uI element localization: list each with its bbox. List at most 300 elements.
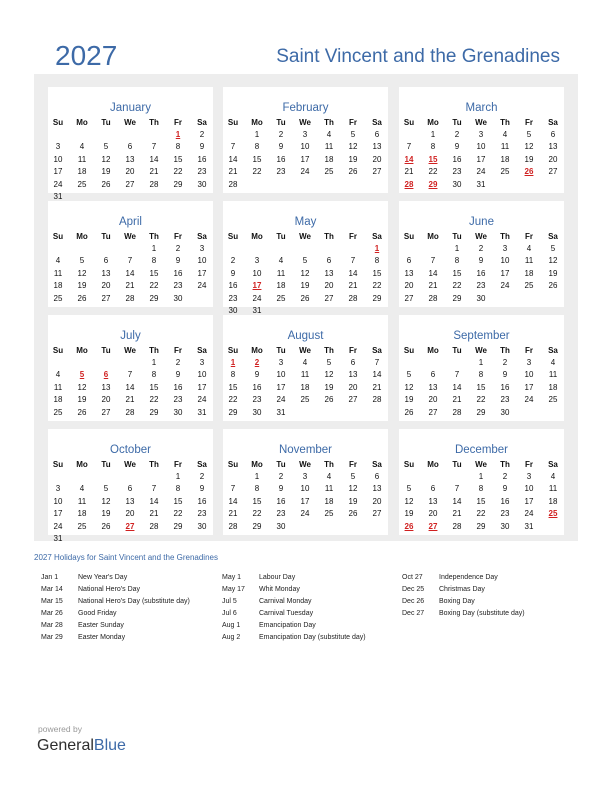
month-march — [399, 87, 564, 193]
day-cell: 28 — [125, 407, 135, 417]
day-cell: 12 — [548, 256, 558, 266]
day-cell: 6 — [406, 256, 412, 266]
day-cell: 20 — [428, 509, 438, 519]
day-cell: 2 — [175, 244, 181, 253]
holiday-day: 26 — [404, 521, 414, 531]
day-cell: 30 — [500, 521, 510, 531]
day-cell: 19 — [524, 154, 534, 164]
day-cell: 9 — [254, 370, 260, 380]
day-cell: 7 — [374, 358, 380, 367]
weekday-header: Tu — [452, 346, 462, 355]
weekday-header: Th — [324, 232, 334, 241]
day-cell: 3 — [502, 244, 508, 253]
day-cell: 15 — [173, 496, 183, 506]
day-cell: 18 — [524, 268, 534, 278]
day-cell: 26 — [348, 167, 358, 177]
weekday-header: Sa — [197, 346, 207, 355]
day-cell: 14 — [452, 496, 462, 506]
day-cell: 23 — [276, 509, 286, 519]
day-cell: 30 — [197, 521, 207, 531]
day-cell: 24 — [197, 395, 207, 405]
day-cell: 23 — [500, 395, 510, 405]
day-cell: 19 — [300, 281, 310, 291]
day-cell: 29 — [372, 293, 382, 303]
day-cell: 29 — [228, 407, 238, 417]
day-cell: 12 — [348, 484, 358, 494]
month-september — [399, 315, 564, 421]
day-cell: 20 — [372, 496, 382, 506]
holiday-date: Jan 1 — [41, 574, 59, 581]
weekday-header: Su — [227, 346, 239, 355]
day-cell: 16 — [197, 496, 207, 506]
day-cell: 18 — [276, 281, 286, 291]
day-cell: 15 — [149, 382, 159, 392]
day-cell: 25 — [500, 167, 510, 177]
day-cell: 2 — [199, 472, 205, 481]
month-title: October — [110, 444, 151, 456]
weekday-header: Sa — [548, 232, 558, 241]
day-cell: 1 — [254, 130, 260, 139]
day-cell: 26 — [77, 407, 87, 417]
day-cell: 23 — [500, 509, 510, 519]
weekday-header: Tu — [452, 118, 462, 127]
day-cell: 9 — [175, 370, 181, 380]
holiday-date: Mar 28 — [41, 622, 63, 629]
day-cell: 14 — [372, 370, 382, 380]
day-cell: 5 — [406, 484, 412, 494]
month-title: June — [469, 216, 494, 228]
day-cell: 5 — [350, 130, 356, 139]
day-cell: 3 — [55, 142, 61, 152]
day-cell: 30 — [476, 293, 486, 303]
day-cell: 13 — [101, 268, 111, 278]
month-november — [223, 429, 388, 535]
day-cell: 21 — [125, 395, 135, 405]
day-cell: 16 — [500, 496, 510, 506]
day-cell: 1 — [454, 244, 460, 253]
weekday-header: Sa — [372, 346, 382, 355]
day-cell: 13 — [125, 496, 135, 506]
day-cell: 22 — [228, 395, 238, 405]
day-cell: 11 — [324, 484, 334, 494]
day-cell: 11 — [548, 370, 558, 380]
day-cell: 5 — [79, 256, 85, 266]
day-cell: 29 — [476, 521, 486, 531]
day-cell: 13 — [548, 142, 558, 152]
day-cell: 15 — [149, 268, 159, 278]
day-cell: 5 — [550, 244, 556, 253]
day-cell: 7 — [430, 256, 436, 266]
holiday-day: 1 — [175, 130, 181, 139]
day-cell: 5 — [406, 370, 412, 380]
day-cell: 10 — [53, 154, 63, 164]
month-title: August — [287, 330, 324, 342]
day-cell: 30 — [197, 179, 207, 189]
day-cell: 8 — [254, 142, 260, 152]
day-cell: 17 — [197, 268, 207, 278]
day-cell: 2 — [199, 130, 205, 139]
day-cell: 6 — [430, 370, 436, 380]
month-title: March — [465, 102, 498, 114]
holiday-name: Boxing Day — [439, 598, 475, 605]
day-cell: 21 — [149, 509, 159, 519]
day-cell: 10 — [276, 370, 286, 380]
day-cell: 18 — [53, 281, 63, 291]
day-cell: 7 — [350, 256, 356, 266]
weekday-header: Sa — [548, 118, 558, 127]
month-january — [48, 87, 213, 201]
holiday-name: Carnival Monday — [259, 598, 312, 605]
day-cell: 23 — [197, 167, 207, 177]
day-cell: 30 — [252, 407, 262, 417]
weekday-header: Fr — [525, 460, 533, 469]
weekday-header: Su — [52, 460, 64, 469]
holiday-name: Easter Monday — [78, 634, 126, 641]
weekday-header: Su — [403, 460, 415, 469]
day-cell: 9 — [278, 142, 284, 152]
weekday-header: We — [299, 346, 311, 355]
day-cell: 12 — [101, 154, 111, 164]
day-cell: 10 — [524, 484, 534, 494]
day-cell: 23 — [252, 395, 262, 405]
day-cell: 12 — [101, 496, 111, 506]
day-cell: 2 — [454, 130, 460, 139]
holiday-day: 28 — [404, 179, 414, 189]
day-cell: 13 — [101, 382, 111, 392]
day-cell: 8 — [151, 256, 157, 266]
weekday-header: We — [124, 118, 136, 127]
day-cell: 12 — [404, 496, 414, 506]
weekday-header: Sa — [197, 232, 207, 241]
weekday-header: Fr — [525, 232, 533, 241]
day-cell: 20 — [125, 167, 135, 177]
day-cell: 16 — [252, 382, 262, 392]
day-cell: 23 — [197, 509, 207, 519]
day-cell: 13 — [324, 268, 334, 278]
month-title: January — [110, 102, 151, 114]
day-cell: 4 — [326, 130, 332, 139]
day-cell: 11 — [524, 256, 534, 266]
weekday-header: Th — [149, 460, 159, 469]
day-cell: 28 — [452, 521, 462, 531]
day-cell: 22 — [252, 509, 262, 519]
month-title: September — [453, 330, 510, 342]
month-august — [223, 315, 388, 421]
weekday-header: Fr — [349, 346, 357, 355]
day-cell: 22 — [252, 167, 262, 177]
month-october — [48, 429, 213, 543]
day-cell: 23 — [476, 281, 486, 291]
day-cell: 26 — [101, 521, 111, 531]
weekday-header: Su — [227, 460, 239, 469]
weekday-header: Tu — [276, 118, 286, 127]
day-cell: 8 — [151, 370, 157, 380]
day-cell: 12 — [77, 382, 87, 392]
day-cell: 16 — [276, 496, 286, 506]
day-cell: 20 — [324, 281, 334, 291]
day-cell: 31 — [524, 521, 534, 531]
day-cell: 16 — [173, 268, 183, 278]
day-cell: 6 — [326, 256, 332, 266]
holiday-name: National Hero's Day (substitute day) — [78, 598, 190, 605]
day-cell: 28 — [452, 407, 462, 417]
weekday-header: Tu — [101, 118, 111, 127]
month-title: April — [118, 216, 142, 228]
day-cell: 24 — [300, 167, 310, 177]
day-cell: 28 — [228, 521, 238, 531]
weekday-header: Mo — [427, 460, 439, 469]
day-cell: 15 — [372, 268, 382, 278]
weekday-header: Th — [500, 460, 510, 469]
day-cell: 26 — [77, 293, 87, 303]
weekday-header: Tu — [101, 346, 111, 355]
day-cell: 21 — [428, 281, 438, 291]
day-cell: 6 — [350, 358, 356, 367]
day-cell: 12 — [300, 268, 310, 278]
weekday-header: Mo — [251, 118, 263, 127]
weekday-header: We — [299, 460, 311, 469]
day-cell: 9 — [502, 484, 508, 494]
day-cell: 20 — [548, 154, 558, 164]
day-cell: 30 — [276, 521, 286, 531]
day-cell: 10 — [252, 268, 262, 278]
day-cell: 27 — [324, 293, 334, 303]
weekday-header: We — [475, 346, 487, 355]
day-cell: 30 — [173, 293, 183, 303]
day-cell: 19 — [324, 382, 334, 392]
month-december — [399, 429, 564, 535]
month-may — [223, 201, 388, 315]
day-cell: 18 — [548, 382, 558, 392]
day-cell: 15 — [173, 154, 183, 164]
holiday-date: Mar 26 — [41, 610, 63, 617]
day-cell: 22 — [173, 509, 183, 519]
holiday-day: 17 — [252, 281, 262, 291]
weekday-header: Sa — [372, 118, 382, 127]
day-cell: 9 — [454, 142, 460, 152]
month-february — [223, 87, 388, 193]
day-cell: 5 — [326, 358, 332, 367]
day-cell: 21 — [372, 382, 382, 392]
day-cell: 21 — [125, 281, 135, 291]
day-cell: 19 — [348, 496, 358, 506]
weekday-header: Th — [149, 346, 159, 355]
holiday-name: Independence Day — [439, 574, 498, 581]
day-cell: 31 — [252, 306, 262, 315]
day-cell: 2 — [478, 244, 484, 253]
day-cell: 17 — [524, 382, 534, 392]
day-cell: 22 — [173, 167, 183, 177]
day-cell: 25 — [300, 395, 310, 405]
day-cell: 14 — [149, 496, 159, 506]
day-cell: 12 — [524, 142, 534, 152]
weekday-header: Tu — [452, 232, 462, 241]
weekday-header: Fr — [174, 346, 182, 355]
day-cell: 9 — [502, 370, 508, 380]
day-cell: 19 — [77, 281, 87, 291]
day-cell: 22 — [372, 281, 382, 291]
holiday-date: May 1 — [222, 574, 242, 581]
holiday-name: Whit Monday — [259, 586, 300, 593]
day-cell: 27 — [125, 179, 135, 189]
day-cell: 26 — [404, 407, 414, 417]
day-cell: 28 — [125, 293, 135, 303]
weekday-header: Th — [149, 118, 159, 127]
day-cell: 22 — [476, 395, 486, 405]
day-cell: 8 — [374, 256, 380, 266]
holiday-date: Mar 15 — [41, 598, 63, 605]
day-cell: 13 — [348, 370, 358, 380]
holiday-date: Dec 26 — [402, 598, 425, 605]
day-cell: 2 — [502, 472, 508, 481]
day-cell: 11 — [324, 142, 334, 152]
day-cell: 9 — [199, 142, 205, 152]
weekday-header: Mo — [76, 460, 88, 469]
day-cell: 9 — [175, 256, 181, 266]
day-cell: 13 — [372, 142, 382, 152]
day-cell: 11 — [548, 484, 558, 494]
holiday-date: Dec 27 — [402, 610, 425, 617]
weekday-header: Su — [52, 346, 64, 355]
day-cell: 27 — [548, 167, 558, 177]
day-cell: 14 — [348, 268, 358, 278]
day-cell: 16 — [500, 382, 510, 392]
holiday-day: 25 — [548, 509, 558, 519]
weekday-header: Mo — [76, 118, 88, 127]
weekday-header: Th — [500, 118, 510, 127]
day-cell: 4 — [302, 358, 308, 367]
day-cell: 11 — [300, 370, 310, 380]
weekday-header: Th — [324, 460, 334, 469]
day-cell: 21 — [348, 281, 358, 291]
day-cell: 25 — [324, 509, 334, 519]
day-cell: 17 — [197, 382, 207, 392]
day-cell: 27 — [372, 167, 382, 177]
day-cell: 25 — [524, 281, 534, 291]
day-cell: 29 — [149, 293, 159, 303]
weekday-header: Su — [403, 232, 415, 241]
weekday-header: Th — [500, 346, 510, 355]
holiday-day: 15 — [428, 154, 438, 164]
holiday-day: 27 — [125, 521, 135, 531]
day-cell: 1 — [151, 358, 157, 367]
day-cell: 16 — [197, 154, 207, 164]
day-cell: 14 — [228, 496, 238, 506]
weekday-header: Sa — [548, 346, 558, 355]
day-cell: 1 — [175, 472, 181, 481]
day-cell: 13 — [428, 382, 438, 392]
weekday-header: Tu — [276, 346, 286, 355]
weekday-header: Fr — [349, 232, 357, 241]
weekday-header: We — [124, 460, 136, 469]
holiday-name: Labour Day — [259, 574, 296, 581]
day-cell: 24 — [53, 179, 63, 189]
day-cell: 29 — [252, 521, 262, 531]
day-cell: 10 — [476, 142, 486, 152]
day-cell: 19 — [548, 268, 558, 278]
weekday-header: Mo — [251, 232, 263, 241]
day-cell: 22 — [452, 281, 462, 291]
weekday-header: Su — [52, 118, 64, 127]
day-cell: 10 — [500, 256, 510, 266]
weekday-header: Tu — [101, 232, 111, 241]
day-cell: 20 — [428, 395, 438, 405]
day-cell: 4 — [326, 472, 332, 481]
weekday-header: Mo — [427, 118, 439, 127]
day-cell: 25 — [324, 167, 334, 177]
day-cell: 24 — [300, 509, 310, 519]
holiday-date: Oct 27 — [402, 574, 423, 581]
day-cell: 11 — [276, 268, 286, 278]
day-cell: 14 — [125, 382, 135, 392]
day-cell: 18 — [53, 395, 63, 405]
day-cell: 24 — [197, 281, 207, 291]
day-cell: 17 — [500, 268, 510, 278]
weekday-header: Tu — [276, 232, 286, 241]
day-cell: 4 — [550, 358, 556, 367]
holiday-day: 27 — [428, 521, 438, 531]
holiday-day: 26 — [524, 167, 534, 177]
day-cell: 4 — [278, 256, 284, 266]
day-cell: 21 — [228, 167, 238, 177]
day-cell: 28 — [149, 521, 159, 531]
month-title: December — [454, 444, 509, 456]
holiday-day: 1 — [374, 244, 380, 253]
day-cell: 6 — [374, 130, 380, 139]
day-cell: 4 — [502, 130, 508, 139]
weekday-header: Mo — [427, 232, 439, 241]
day-cell: 31 — [276, 407, 286, 417]
day-cell: 4 — [526, 244, 532, 253]
day-cell: 16 — [476, 268, 486, 278]
day-cell: 11 — [53, 268, 63, 278]
day-cell: 4 — [550, 472, 556, 481]
weekday-header: Mo — [251, 460, 263, 469]
day-cell: 1 — [254, 472, 260, 481]
day-cell: 27 — [404, 293, 414, 303]
day-cell: 15 — [452, 268, 462, 278]
brand-general: General — [37, 737, 94, 754]
day-cell: 18 — [324, 496, 334, 506]
day-cell: 17 — [53, 509, 63, 519]
day-cell: 14 — [125, 268, 135, 278]
day-cell: 9 — [199, 484, 205, 494]
day-cell: 7 — [127, 256, 133, 266]
day-cell: 17 — [300, 154, 310, 164]
day-cell: 21 — [452, 509, 462, 519]
day-cell: 15 — [252, 154, 262, 164]
day-cell: 15 — [252, 496, 262, 506]
weekday-header: Th — [324, 118, 334, 127]
month-april — [48, 201, 213, 307]
day-cell: 17 — [300, 496, 310, 506]
weekday-header: Sa — [197, 460, 207, 469]
day-cell: 3 — [526, 358, 532, 367]
day-cell: 19 — [77, 395, 87, 405]
holiday-day: 2 — [254, 358, 260, 367]
weekday-header: Su — [403, 346, 415, 355]
weekday-header: Sa — [372, 460, 382, 469]
weekday-header: Tu — [276, 460, 286, 469]
day-cell: 10 — [524, 370, 534, 380]
day-cell: 11 — [77, 154, 87, 164]
day-cell: 7 — [127, 370, 133, 380]
day-cell: 4 — [55, 256, 61, 266]
weekday-header: Mo — [427, 346, 439, 355]
day-cell: 7 — [151, 142, 157, 152]
day-cell: 28 — [372, 395, 382, 405]
day-cell: 19 — [348, 154, 358, 164]
